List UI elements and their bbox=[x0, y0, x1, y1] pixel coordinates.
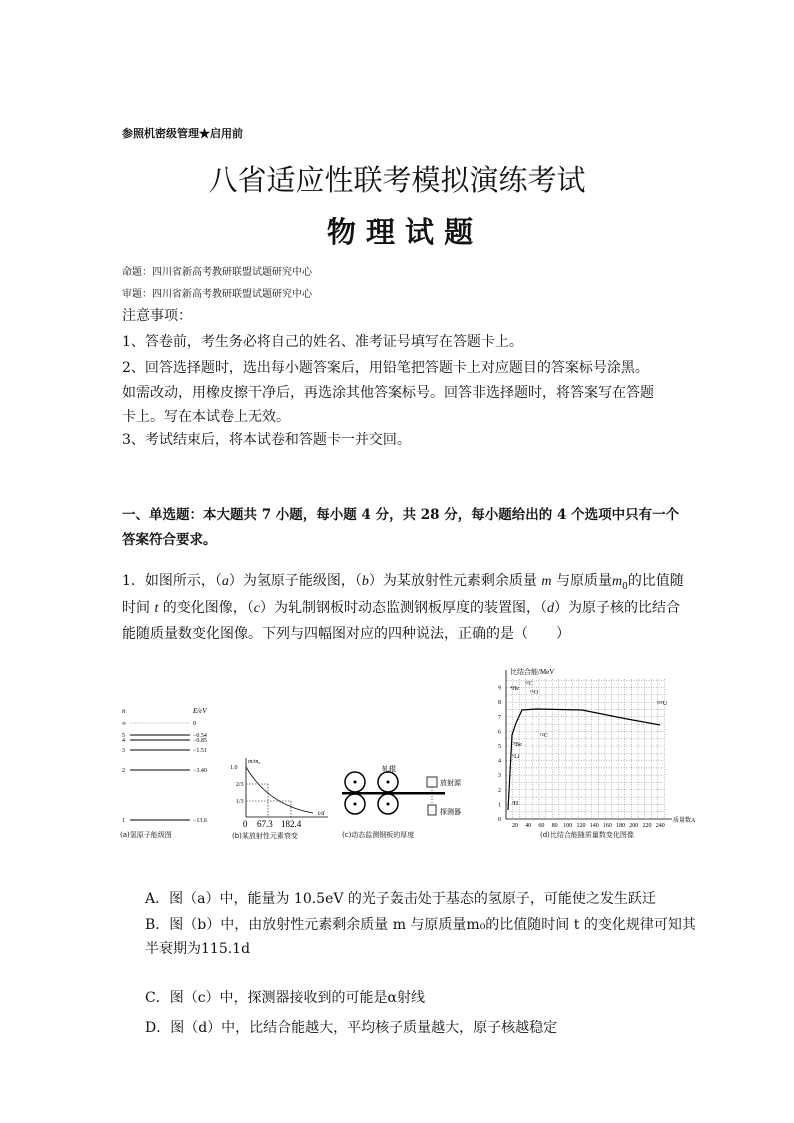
notice-item: 3、考试结束后，将本试卷和答题卡一并交回。 bbox=[122, 432, 411, 448]
reviewer-line: 审题：四川省新高考教研联盟试题研究中心 bbox=[122, 289, 312, 300]
nuclide-label: ²³⁵U bbox=[657, 701, 668, 707]
notice-item: 如需改动，用橡皮擦干净后，再选涂其他答案标号。回答非选择题时，将答案写在答题 bbox=[122, 385, 654, 401]
e-axis-label: E/eV bbox=[193, 707, 207, 715]
nuclide-label: ²H bbox=[512, 801, 519, 807]
figure-a-caption: (a)氢原子能级图 bbox=[120, 831, 172, 839]
x-tick: 0 bbox=[243, 819, 248, 829]
x-tick: 220 bbox=[642, 823, 652, 829]
nuclide-label: ⁹Be bbox=[513, 742, 522, 748]
x-axis-label: 质量数A bbox=[673, 818, 696, 824]
steel-plate bbox=[342, 792, 445, 795]
x-tick: 140 bbox=[589, 823, 599, 829]
question-1-line-2: 时间 t 的变化图像，（c）为轧制钢板时动态监测钢板厚度的装置图，（d）为原子核的比结合 bbox=[122, 600, 681, 616]
nuclide-label: ¹²C bbox=[525, 681, 533, 687]
y-tick: 2/3 bbox=[236, 782, 244, 788]
level-energy: −13.6 bbox=[193, 818, 207, 824]
detector-box bbox=[428, 805, 436, 815]
figure-a-energy-levels bbox=[118, 700, 218, 835]
figure-d-binding-energy bbox=[492, 665, 707, 830]
figure-c-thickness-monitor bbox=[340, 765, 470, 825]
y-tick: 7 bbox=[498, 714, 501, 721]
nuclide-label: ¹²C bbox=[540, 733, 548, 739]
secret-label: 参照机密级管理★启用前 bbox=[122, 127, 243, 140]
option-a[interactable]: A．图（a）中，能量为 10.5eV 的光子轰击处于基态的氢原子，可能使之发生跃迁 bbox=[145, 891, 656, 907]
nuclide-label: ⁶Li bbox=[512, 754, 520, 760]
y-axis-label: 比结合能/MeV bbox=[510, 668, 555, 676]
y-tick: 4 bbox=[498, 758, 501, 765]
option-b-cont: 半衰期为115.1d bbox=[145, 941, 251, 957]
y-tick: 8 bbox=[498, 700, 501, 707]
subject-title: 物 理 试 题 bbox=[326, 215, 474, 249]
x-tick: 20 bbox=[512, 823, 518, 829]
x-tick: 40 bbox=[525, 823, 532, 829]
x-tick: 100 bbox=[563, 823, 573, 829]
figure-b-decay-curve bbox=[228, 755, 333, 819]
y-tick: 6 bbox=[498, 729, 501, 736]
y-axis-label: m/m₀ bbox=[248, 759, 261, 765]
y-tick: 9 bbox=[498, 685, 501, 692]
y-tick: 1/3 bbox=[236, 799, 244, 805]
level-energy: −0.85 bbox=[193, 738, 207, 744]
detector-label: 探测器 bbox=[440, 808, 461, 816]
nuclide-label: ⁴He bbox=[510, 686, 520, 692]
level-n: ∞ bbox=[122, 721, 127, 727]
level-n: 2 bbox=[122, 768, 125, 774]
y-tick: 3 bbox=[498, 773, 501, 780]
level-energy: 0 bbox=[193, 721, 196, 727]
y-tick: 2 bbox=[498, 787, 501, 794]
figure-b-caption: (b)某放射性元素衰变 bbox=[232, 832, 298, 840]
x-tick: 67.3 bbox=[257, 819, 273, 829]
level-energy: −0.54 bbox=[193, 733, 207, 739]
question-1-line-3: 能随质量数变化图像。下列与四幅图对应的四种说法，正确的是（ ） bbox=[122, 626, 570, 642]
x-tick: 200 bbox=[629, 823, 639, 829]
option-b[interactable]: B．图（b）中，由放射性元素剩余质量 m 与原质量m₀的比值随时间 t 的变化规律可知其 bbox=[145, 917, 696, 933]
x-axis-label: t/d bbox=[318, 811, 325, 817]
x-tick: 182.4 bbox=[281, 819, 302, 829]
figure-c-caption: (c)动态监测钢板的厚度 bbox=[342, 831, 415, 839]
notice-item: 卡上。写在本试卷上无效。 bbox=[122, 409, 290, 425]
level-n: 4 bbox=[122, 738, 125, 744]
notice-item: 2、回答选择题时，选出每小题答案后，用铅笔把答题卡上对应题目的答案标号涂黑。 bbox=[122, 360, 649, 376]
option-c[interactable]: C．图（c）中，探测器接收到的可能是α射线 bbox=[145, 990, 426, 1006]
question-1-line-1: 1．如图所示，（a）为氢原子能级图，（b）为某放射性元素剩余质量 m 与原质量$m_0$的比值随 bbox=[122, 573, 684, 592]
x-tick: 60 bbox=[538, 823, 545, 829]
y-tick: 0 bbox=[498, 817, 501, 823]
author-line: 命题：四川省新高考教研联盟试题研究中心 bbox=[122, 267, 312, 278]
x-tick: 120 bbox=[576, 823, 586, 829]
x-tick: 160 bbox=[602, 823, 612, 829]
section-heading-cont: 答案符合要求。 bbox=[122, 532, 217, 548]
notice-heading: 注意事项： bbox=[122, 308, 192, 324]
source-label: 放射源 bbox=[440, 779, 461, 787]
decay-curve bbox=[246, 767, 313, 813]
option-d[interactable]: D．图（d）中，比结合能越大，平均核子质量越大，原子核越稳定 bbox=[145, 1020, 558, 1036]
source-box bbox=[427, 777, 437, 787]
y-tick: 1.0 bbox=[230, 765, 238, 771]
nuclide-label: ¹⁶O bbox=[530, 690, 539, 696]
level-energy: −1.51 bbox=[193, 748, 207, 754]
x-tick: 180 bbox=[616, 823, 626, 829]
level-n: 3 bbox=[122, 748, 125, 754]
section-heading: 一、单选题：本大题共 7 小题，每小题 4 分，共 28 分，每小题给出的 4 个选项中只有一个 bbox=[122, 507, 680, 523]
exam-title: 八省适应性联考模拟演练考试 bbox=[208, 163, 586, 197]
figure-d-caption: (d)比结合能随质量数变化图像 bbox=[540, 831, 634, 839]
x-tick: 240 bbox=[655, 823, 665, 829]
y-tick: 5 bbox=[498, 744, 501, 750]
n-axis-label: n bbox=[122, 707, 126, 715]
level-n: 5 bbox=[122, 733, 125, 739]
x-tick: 80 bbox=[551, 823, 558, 829]
level-energy: −3.40 bbox=[193, 768, 207, 774]
roller-label: 轧辊 bbox=[382, 765, 396, 773]
level-n: 1 bbox=[122, 818, 125, 824]
y-tick: 1 bbox=[498, 802, 501, 809]
notice-item: 1、答卷前，考生务必将自己的姓名、准考证号填写在答题卡上。 bbox=[122, 334, 523, 350]
